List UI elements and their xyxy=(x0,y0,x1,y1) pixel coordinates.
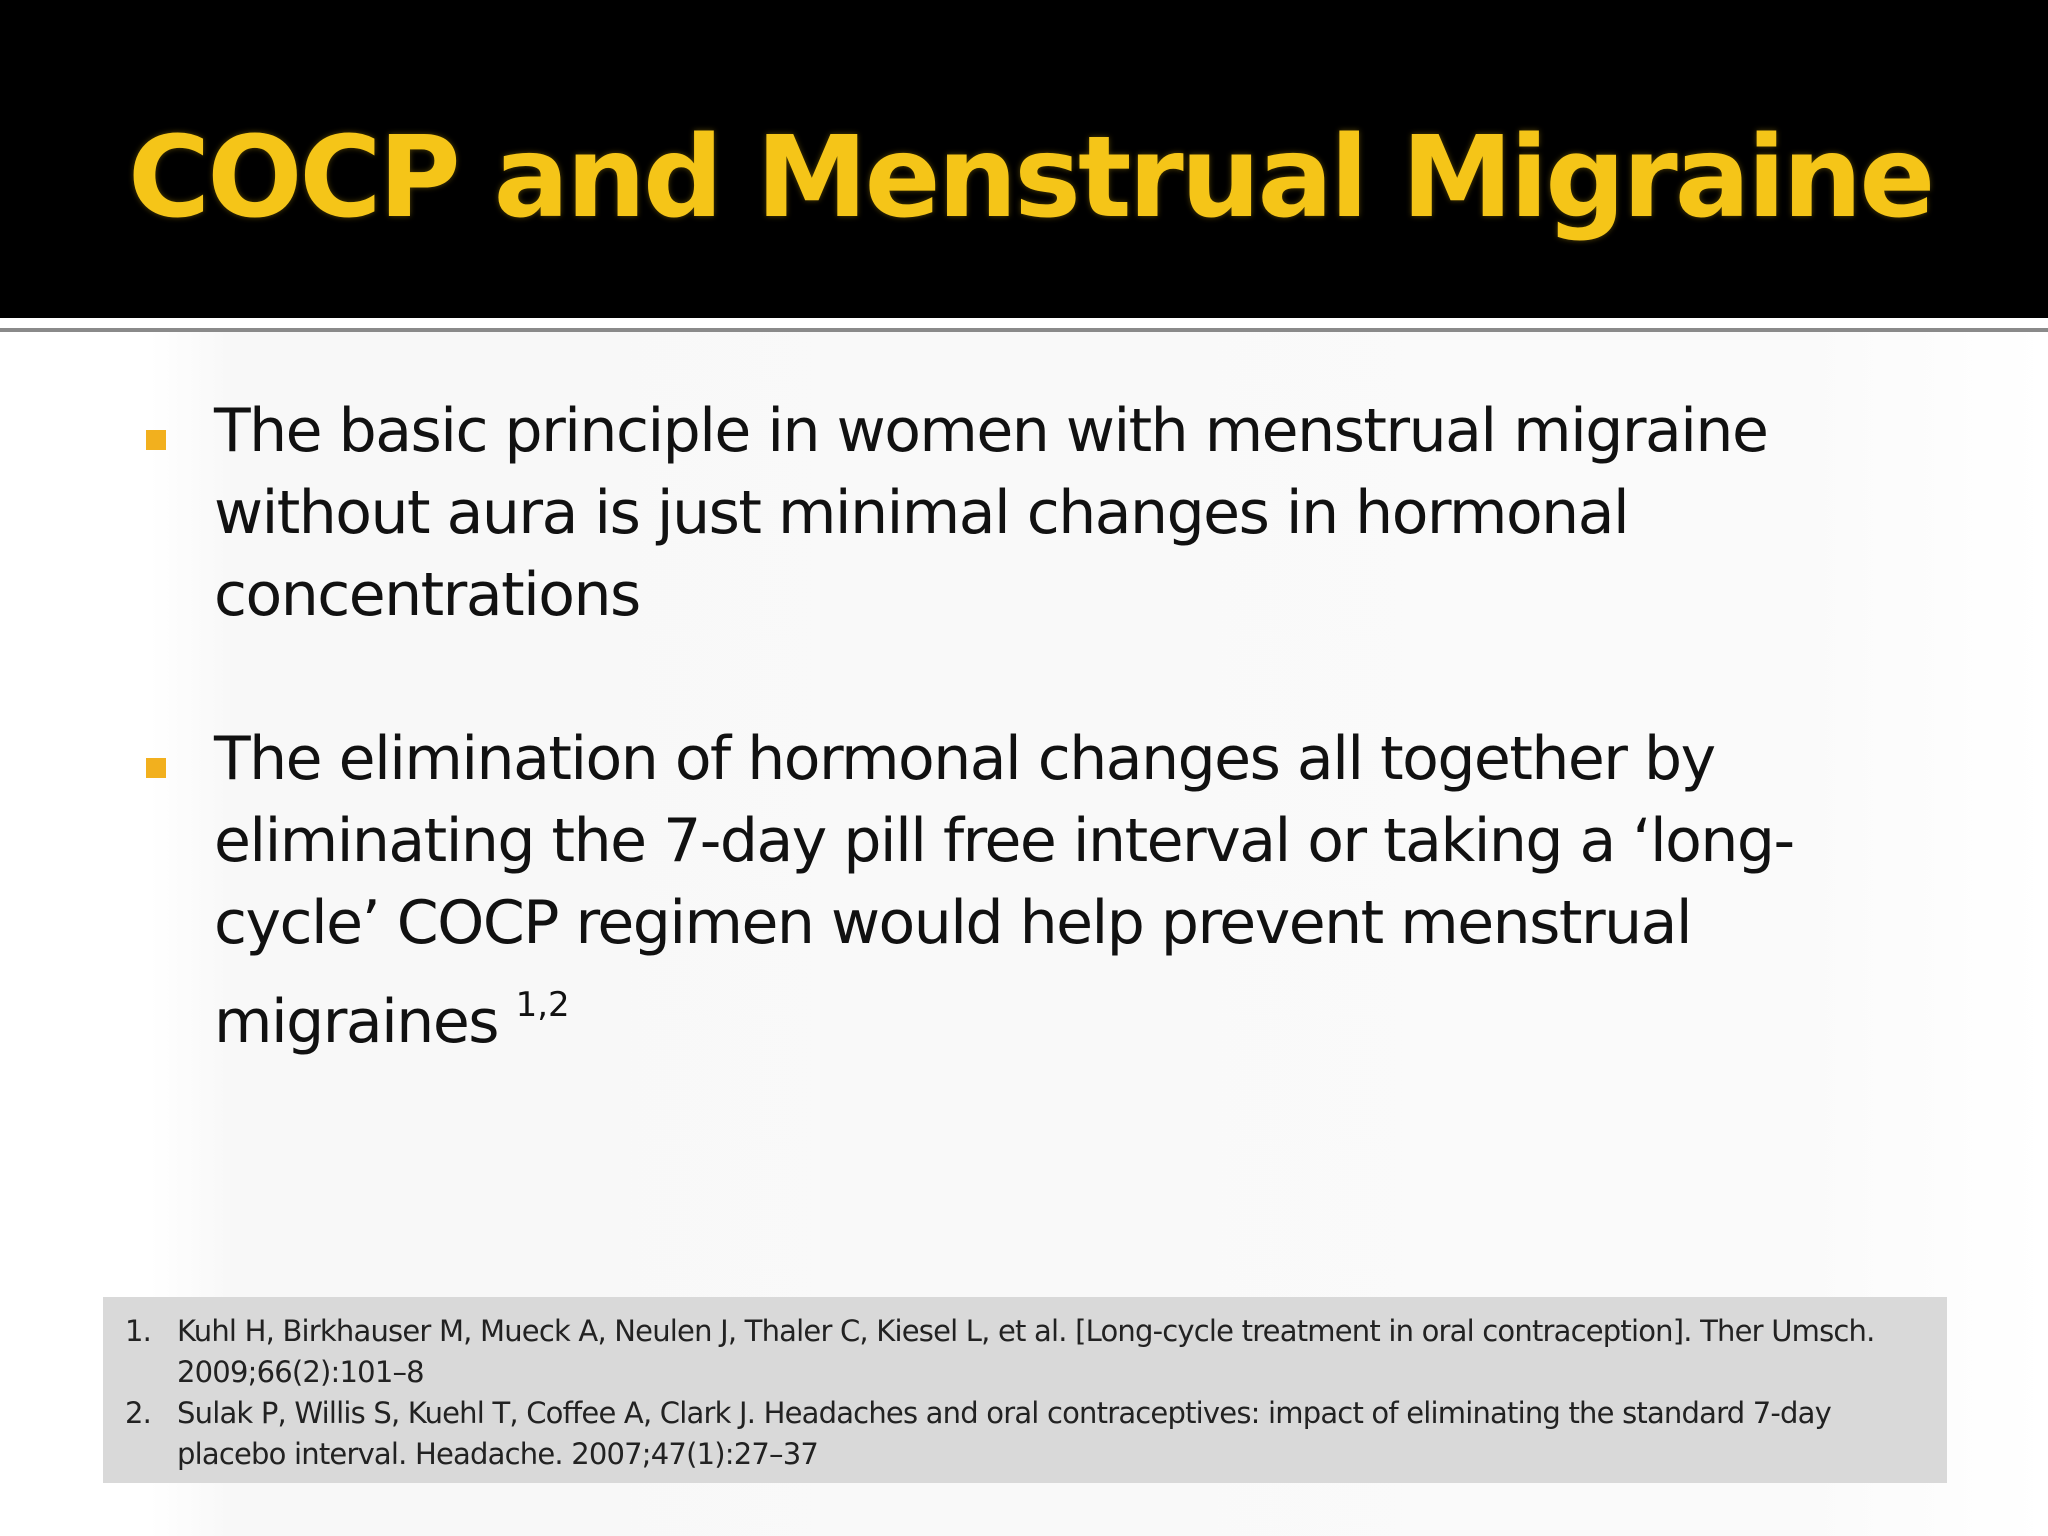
reference-number: 1. xyxy=(125,1314,152,1348)
reference-number: 2. xyxy=(125,1396,152,1430)
bullet-list xyxy=(140,390,1940,1063)
reference-item xyxy=(125,1311,1907,1393)
reference-text: Sulak P, Willis S, Kuehl T, Coffee A, Clark J. Headaches and oral contraceptives: impact of eliminating the standard 7-day placebo interval. Headache. 2007;47(1):27–37 xyxy=(177,1396,1831,1471)
reference-item xyxy=(125,1393,1907,1475)
slide-title: COCP and Menstrual Migraine xyxy=(128,113,1933,243)
citation-superscript: 1,2 xyxy=(515,985,570,1025)
references-list xyxy=(125,1311,1907,1475)
bullet-text: The elimination of hormonal changes all together by eliminating the 7-day pill free interval or taking a ‘long-cycle’ COCP regimen would help prevent menstrual migraines xyxy=(214,724,1794,1057)
bullet-item xyxy=(140,718,1940,1063)
references-box xyxy=(103,1297,1947,1483)
square-bullet-icon xyxy=(146,758,166,778)
title-bar xyxy=(0,0,2048,318)
reference-text: Kuhl H, Birkhauser M, Mueck A, Neulen J, Thaler C, Kiesel L, et al. [Long-cycle treatment in oral contraception]. Ther Umsch. 2009;66(2):101–8 xyxy=(177,1314,1875,1389)
bullet-text: The basic principle in women with menstrual migraine without aura is just minimal changes in hormonal concentrations xyxy=(214,396,1768,630)
square-bullet-icon xyxy=(146,430,166,450)
bullet-item xyxy=(140,390,1940,636)
